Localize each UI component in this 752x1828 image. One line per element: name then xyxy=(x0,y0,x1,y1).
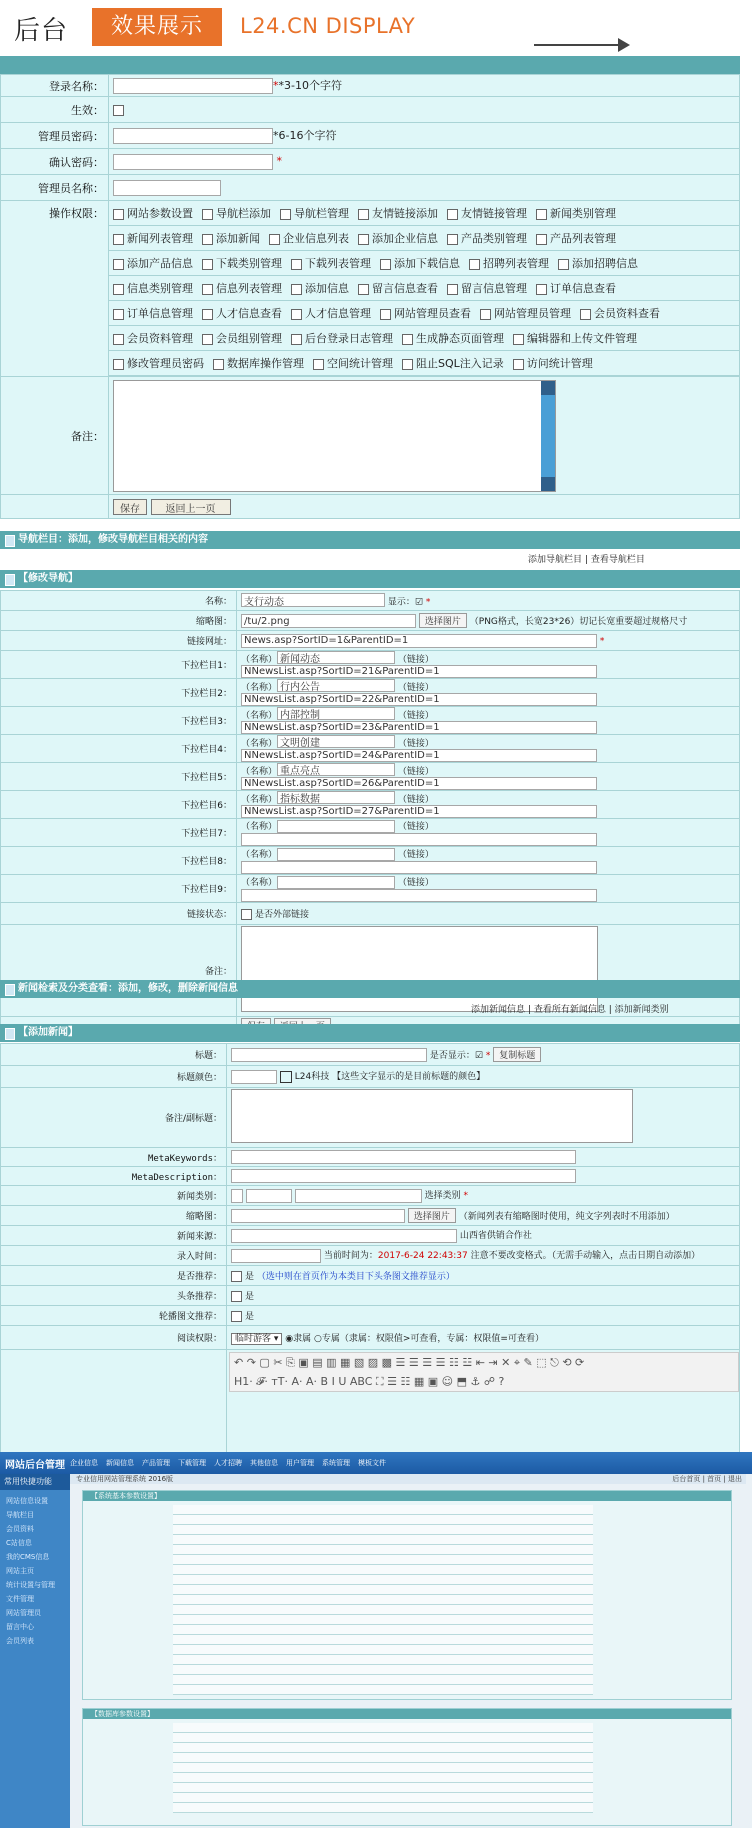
sub-link-input[interactable] xyxy=(241,665,597,678)
news-form: 标题： 是否显示：☑ * 复制标题 标题颜色： L24科技 【这些文字显示的是目前标题的颜色】 备注/副标题： MetaKeywords： MetaDescription： 新闻类别： 选择类别 * 缩略图： 选择图片 （新闻列表有缩略图时使用，纯文字列表时不用添加） 新闻来源： 山西省供销合作社 录入时间： 当前时间为：2017-6-24 22:43:37 注意不要改变格式。（无需手动输入，点击日期自动添加） 是否推荐： 是 （选中则在首页作为本类目下头条图文推荐显示） 头条推荐： 是 轮播图文推荐： 是 阅读权限： 临时游客 ▾ ◉隶属 ○专属（隶属：权限值>可查看，专属：权限值=可查看） ↶ ↷ ▢ ✂ ⎘ ▣ ▤ ▥ ▦ ▧ ▨ ▩ ☰ ☰ ☰ ☰ ☷ ☳ ⇤ ⇥ ✕ ⌖ ✎ ⬚ ⎋ ⟲ ⟳ H1· 𝓕· тT· A· A· B I U ABC ⛶ ☰ ☷ ▦ ▣ ☺ ⬒ ⚓ ☍ ? xyxy=(0,1043,740,1476)
field-label: 链接状态： xyxy=(1,903,237,925)
external-link-label: 是否外部链接 xyxy=(255,910,310,920)
permission-label: 留言信息管理 xyxy=(461,282,527,295)
field-label: 下拉栏目8： xyxy=(1,847,237,875)
field-label: 缩略图： xyxy=(1,1206,227,1226)
permission-item[interactable] xyxy=(402,332,504,345)
permission-item[interactable] xyxy=(513,357,593,370)
permission-label: 人才信息查看 xyxy=(216,307,282,320)
news-source-input[interactable] xyxy=(231,1229,457,1243)
add-news-title: 【添加新闻】 xyxy=(0,1024,740,1042)
field-label: 下拉栏目2： xyxy=(1,679,237,707)
sub-name-input[interactable] xyxy=(277,735,395,748)
sub-link-input[interactable] xyxy=(241,833,597,846)
permission-checkbox[interactable] xyxy=(280,209,291,220)
permission-item[interactable] xyxy=(580,307,660,320)
permission-item[interactable] xyxy=(536,282,616,295)
view-news-link[interactable]: 查看所有新闻信息 xyxy=(533,1005,606,1015)
field-label: MetaDescription： xyxy=(1,1167,227,1186)
admin-tab[interactable]: 其他信息 xyxy=(250,1459,278,1467)
admin-sidebar: 常用快捷功能 网站信息设置 导航栏目 会员资料 C站信息 我的CMS信息 网站主页 统计设置与管理 文件管理 网站管理员 留言中心 会员列表 xyxy=(0,1474,70,1828)
permission-item[interactable] xyxy=(480,307,571,320)
permission-checkbox[interactable] xyxy=(558,259,569,270)
scrollbar[interactable] xyxy=(541,381,555,491)
news-section-bar: 新闻检索及分类查看：添加，修改，删除新闻信息 xyxy=(0,980,740,998)
field-label: 新闻来源： xyxy=(1,1226,227,1246)
admin-tab[interactable]: 人才招聘 xyxy=(214,1459,242,1467)
permission-label: 空间统计管理 xyxy=(327,357,393,370)
permission-label: 订单信息查看 xyxy=(550,282,616,295)
sub-name-input[interactable] xyxy=(277,679,395,692)
field-label: 下拉栏目7： xyxy=(1,819,237,847)
permission-checkbox[interactable] xyxy=(213,359,224,370)
field-label: 标题： xyxy=(1,1044,227,1066)
field-label: 链接网址： xyxy=(1,631,237,651)
permission-label: 下载列表管理 xyxy=(305,257,371,270)
permission-label: 人才信息管理 xyxy=(305,307,371,320)
permission-item[interactable] xyxy=(447,282,527,295)
admin-tab[interactable]: 下载管理 xyxy=(178,1459,206,1467)
permission-item[interactable] xyxy=(213,357,304,370)
permission-label: 友情链接管理 xyxy=(461,207,527,220)
title-color-input[interactable] xyxy=(231,1070,277,1084)
show-checkbox[interactable]: ☑ xyxy=(414,597,423,608)
field-label: 备注： xyxy=(1,925,237,1017)
permission-checkbox[interactable] xyxy=(536,284,547,295)
field-label: 登录名称： xyxy=(1,75,109,97)
permission-checkbox[interactable] xyxy=(202,259,213,270)
logo-text: 后台 xyxy=(14,16,69,46)
permission-item[interactable] xyxy=(202,282,282,295)
back-button[interactable]: 返回上一页 xyxy=(151,499,231,515)
active-checkbox[interactable] xyxy=(113,105,124,116)
permission-checkbox[interactable] xyxy=(291,259,302,270)
permission-checkbox[interactable] xyxy=(202,309,213,320)
copy-title-button[interactable]: 复制标题 xyxy=(493,1047,541,1062)
permission-label: 产品类别管理 xyxy=(461,232,527,245)
admin-sidebar-item[interactable]: C站信息 xyxy=(6,1539,32,1547)
permission-label: 订单信息管理 xyxy=(127,307,193,320)
permission-label: 编辑器和上传文件管理 xyxy=(527,332,637,345)
sub-link-input[interactable] xyxy=(241,889,597,902)
nav-links: 添加导航栏目 | 查看导航栏目 xyxy=(528,555,645,565)
sub-name-input[interactable] xyxy=(277,791,395,804)
nav-form: 名称： 支行动态 显示：☑ * 缩略图： /tu/2.png 选择图片 （PNG格式，长宽23*26）切记长宽重要超过规格尺寸 链接网址： News.asp?SortID=1&ParentID=1 * 下拉栏目1： （名称）新闻动态 （链接）NNewsList.asp?SortID=21&ParentID=1 下拉栏目2： （名称）行内公告 （链接）NNewsList.asp?SortID=22&ParentID=1 下拉栏目3： （名称）内部控制 （链接）NNewsList.asp?SortID=23&ParentID=1 下拉栏目4： （名称）文明创建 （链接）NNewsList.asp?SortID=24&ParentID=1 下拉栏目5： （名称）重点亮点 （链接）NNewsList.asp?SortID=26&ParentID=1 下拉栏目6： （名称）指标数据 （链接）NNewsList.asp?SortID=27&ParentID=1 下拉栏目7： （名称） （链接） 下拉栏目8： （名称） （链接） 下拉栏目9： （名称） （链接） 链接状态： 是否外部链接 备注： xyxy=(0,590,740,1035)
permission-label: 导航栏管理 xyxy=(294,207,349,220)
field-label: 阅读权限： xyxy=(1,1326,227,1350)
permission-checkbox[interactable] xyxy=(402,334,413,345)
field-label: 下拉栏目6： xyxy=(1,791,237,819)
admin-sidebar-item[interactable]: 会员列表 xyxy=(6,1637,34,1645)
permission-checkbox[interactable] xyxy=(202,334,213,345)
permission-checkbox[interactable] xyxy=(402,359,413,370)
permission-checkbox[interactable] xyxy=(113,359,124,370)
permission-item[interactable] xyxy=(358,207,438,220)
admin-name-input[interactable] xyxy=(113,180,221,196)
permission-item[interactable] xyxy=(113,357,204,370)
sub-nav-row: 下拉栏目9： （名称） （链接） xyxy=(1,875,740,903)
radio-exclusive[interactable]: ○ xyxy=(314,1334,322,1344)
permission-label: 添加招聘信息 xyxy=(572,257,638,270)
view-nav-link[interactable]: 查看导航栏目 xyxy=(590,555,645,565)
permission-row xyxy=(109,301,739,326)
system-settings-panel: 【系统基本参数设置】 xyxy=(82,1490,732,1700)
edit-nav-title: 【修改导航】 xyxy=(0,570,740,588)
permission-label: 下载类别管理 xyxy=(216,257,282,270)
permission-checkbox[interactable] xyxy=(580,309,591,320)
field-label: 管理员名称： xyxy=(1,175,109,201)
headline-checkbox[interactable] xyxy=(231,1291,242,1302)
permission-label: 阻止SQL注入记录 xyxy=(416,357,504,370)
field-label: 录入时间： xyxy=(1,1246,227,1266)
permission-item[interactable] xyxy=(558,257,638,270)
field-label: 下拉栏目3： xyxy=(1,707,237,735)
permission-item[interactable] xyxy=(536,207,616,220)
nav-remark-textarea[interactable] xyxy=(241,926,598,1012)
header-banner xyxy=(0,0,752,54)
admin-form xyxy=(0,74,740,519)
header-title: 效果展示 xyxy=(92,8,222,46)
permission-checkbox[interactable] xyxy=(358,234,369,245)
permission-checkbox[interactable] xyxy=(291,284,302,295)
sub-nav-row: 下拉栏目3： （名称）内部控制 （链接）NNewsList.asp?SortID=23&ParentID=1 xyxy=(1,707,740,735)
permission-label: 招聘列表管理 xyxy=(483,257,549,270)
permission-checkbox[interactable] xyxy=(291,309,302,320)
news-links: 添加新闻信息 | 查看所有新闻信息 | 添加新闻类别 xyxy=(471,1005,669,1015)
permission-item[interactable] xyxy=(113,257,193,270)
login-name-input[interactable] xyxy=(113,78,273,94)
news-choose-image-button[interactable]: 选择图片 xyxy=(408,1208,456,1223)
permission-label: 会员资料查看 xyxy=(594,307,660,320)
remark-textarea[interactable] xyxy=(113,380,556,492)
subtitle-textarea[interactable] xyxy=(231,1089,633,1143)
permission-item[interactable] xyxy=(202,332,282,345)
permission-item[interactable] xyxy=(202,307,282,320)
admin-sidebar-item[interactable]: 留言中心 xyxy=(6,1623,34,1631)
permission-checkbox[interactable] xyxy=(202,284,213,295)
permission-checkbox[interactable] xyxy=(536,209,547,220)
permission-checkbox[interactable] xyxy=(513,334,524,345)
admin-tab[interactable]: 用户管理 xyxy=(286,1459,314,1467)
permission-row xyxy=(109,351,739,376)
permission-item[interactable] xyxy=(113,332,193,345)
recommend-checkbox[interactable] xyxy=(231,1271,242,1282)
permission-checkbox[interactable] xyxy=(358,209,369,220)
news-time-input[interactable] xyxy=(231,1249,321,1263)
choose-image-button[interactable]: 选择图片 xyxy=(419,613,467,628)
permission-checkbox[interactable] xyxy=(269,234,280,245)
admin-tab[interactable]: 企业信息 xyxy=(70,1459,98,1467)
sub-link-input[interactable] xyxy=(241,777,597,790)
admin-tab[interactable]: 产品管理 xyxy=(142,1459,170,1467)
field-label: 操作权限： xyxy=(1,201,109,377)
section-topbar xyxy=(0,56,740,74)
read-permission-select[interactable]: 临时游客 ▾ xyxy=(231,1333,282,1345)
permission-checkbox[interactable] xyxy=(291,334,302,345)
permission-item[interactable] xyxy=(358,282,438,295)
field-label: 新闻类别： xyxy=(1,1186,227,1206)
field-label: 下拉栏目1： xyxy=(1,651,237,679)
permission-label: 产品列表管理 xyxy=(550,232,616,245)
field-label: 名称： xyxy=(1,591,237,611)
field-label: 缩略图： xyxy=(1,611,237,631)
field-label: MetaKeywords： xyxy=(1,1148,227,1167)
field-hint: * xyxy=(273,78,279,92)
admin-sidebar-item[interactable]: 统计设置与管理 xyxy=(6,1581,55,1589)
slideshow-checkbox[interactable] xyxy=(231,1311,242,1322)
nav-section-bar: 导航栏目：添加，修改导航栏目相关的内容 xyxy=(0,531,740,549)
permission-checkbox[interactable] xyxy=(113,259,124,270)
permission-checkbox[interactable] xyxy=(380,309,391,320)
admin-sidebar-item[interactable]: 网站主页 xyxy=(6,1567,34,1575)
sub-name-input[interactable] xyxy=(277,876,395,889)
permission-item[interactable] xyxy=(380,307,471,320)
nav-name-input[interactable] xyxy=(241,593,385,607)
permission-row xyxy=(109,276,739,301)
sub-name-input[interactable] xyxy=(277,763,395,776)
permission-checkbox[interactable] xyxy=(113,334,124,345)
field-label: 管理员密码： xyxy=(1,123,109,149)
sub-nav-row: 下拉栏目5： （名称）重点亮点 （链接）NNewsList.asp?SortID=26&ParentID=1 xyxy=(1,763,740,791)
permission-item[interactable] xyxy=(113,207,193,220)
admin-sidebar-item[interactable]: 我的CMS信息 xyxy=(6,1553,50,1561)
permission-checkbox[interactable] xyxy=(113,209,124,220)
field-hint: *3-10个字符 xyxy=(278,78,342,92)
permission-item[interactable] xyxy=(202,232,260,245)
arrow-line xyxy=(534,44,622,46)
field-label: 下拉栏目9： xyxy=(1,875,237,903)
nav-url-input[interactable] xyxy=(241,634,597,648)
save-button[interactable]: 保存 xyxy=(113,499,147,515)
add-news-link[interactable]: 添加新闻信息 xyxy=(471,1005,526,1015)
category-id-input[interactable] xyxy=(231,1189,243,1203)
news-title-input[interactable] xyxy=(231,1048,427,1062)
permission-item[interactable] xyxy=(113,307,193,320)
permission-checkbox[interactable] xyxy=(480,309,491,320)
permission-label: 添加信息 xyxy=(305,282,349,295)
field-label: 下拉栏目4： xyxy=(1,735,237,763)
permission-item[interactable] xyxy=(113,232,193,245)
sub-nav-row: 下拉栏目1： （名称）新闻动态 （链接）NNewsList.asp?SortID=21&ParentID=1 xyxy=(1,651,740,679)
permission-item[interactable] xyxy=(269,232,349,245)
sub-name-input[interactable] xyxy=(277,651,395,664)
permission-checkbox[interactable] xyxy=(380,259,391,270)
admin-sidebar-item[interactable]: 会员资料 xyxy=(6,1525,34,1533)
sub-nav-row: 下拉栏目6： （名称）指标数据 （链接）NNewsList.asp?SortID=27&ParentID=1 xyxy=(1,791,740,819)
admin-sidebar-item[interactable]: 导航栏目 xyxy=(6,1511,34,1519)
field-label: 轮播图文推荐： xyxy=(1,1306,227,1326)
permission-checkbox[interactable] xyxy=(447,234,458,245)
add-category-link[interactable]: 添加新闻类别 xyxy=(614,1005,669,1015)
permission-label: 添加企业信息 xyxy=(372,232,438,245)
permission-grid xyxy=(109,201,740,377)
field-label: 备注/副标题： xyxy=(1,1088,227,1148)
permission-row xyxy=(109,251,739,276)
permission-checkbox[interactable] xyxy=(469,259,480,270)
permission-label: 信息列表管理 xyxy=(216,282,282,295)
permission-item[interactable] xyxy=(291,282,349,295)
permission-checkbox[interactable] xyxy=(358,284,369,295)
category-name-input[interactable] xyxy=(295,1189,422,1203)
permission-label: 网站参数设置 xyxy=(127,207,193,220)
permission-checkbox[interactable] xyxy=(202,234,213,245)
sub-nav-row: 下拉栏目7： （名称） （链接） xyxy=(1,819,740,847)
permission-item[interactable] xyxy=(113,282,193,295)
admin-brand: 网站后台管理 xyxy=(5,1460,65,1471)
permission-item[interactable] xyxy=(536,232,616,245)
permission-label: 会员组别管理 xyxy=(216,332,282,345)
admin-screenshot: 网站后台管理 企业信息 新闻信息 产品管理 下载管理 人才招聘 其他信息 用户管理 系统管理 模板文件 常用快捷功能 网站信息设置 导航栏目 会员资料 C站信息 我的CMS信息 网站主页 统计设置与管理 文件管理 网站管理员 留言中心 会员列表 专业信用网站管理系统 2016版 后台首页 | 首页 | 退出 【系统基本参数设置】 【数据库参数设置】 xyxy=(0,1452,752,1828)
permission-label: 访问统计管理 xyxy=(526,357,593,370)
permission-checkbox[interactable] xyxy=(536,234,547,245)
permission-label: 信息类别管理 xyxy=(127,282,193,295)
select-category-link[interactable]: 选择类别 xyxy=(424,1191,461,1202)
permission-item[interactable] xyxy=(280,207,349,220)
external-link-checkbox[interactable] xyxy=(241,909,252,920)
permission-label: 添加下载信息 xyxy=(394,257,460,270)
field-label: 标题颜色： xyxy=(1,1066,227,1088)
permission-row xyxy=(109,226,739,251)
show-checkbox[interactable]: ☑ xyxy=(474,1050,483,1061)
permission-label: 数据库操作管理 xyxy=(227,357,304,370)
permission-item[interactable] xyxy=(313,357,393,370)
field-label: 确认密码： xyxy=(1,149,109,175)
permission-label: 导航栏添加 xyxy=(216,207,271,220)
field-label: 备注： xyxy=(1,377,109,495)
permission-item[interactable] xyxy=(202,257,282,270)
field-label: 头条推荐： xyxy=(1,1286,227,1306)
permission-checkbox[interactable] xyxy=(447,284,458,295)
permission-label: 修改管理员密码 xyxy=(127,357,204,370)
sub-link-input[interactable] xyxy=(241,749,597,762)
meta-description-input[interactable] xyxy=(231,1169,576,1183)
add-nav-link[interactable]: 添加导航栏目 xyxy=(528,555,583,565)
admin-sidebar-item[interactable]: 网站信息设置 xyxy=(6,1497,48,1505)
permission-label: 网站管理员查看 xyxy=(394,307,471,320)
permission-label: 友情链接添加 xyxy=(372,207,438,220)
sub-nav-row: 下拉栏目4： （名称）文明创建 （链接）NNewsList.asp?SortID=24&ParentID=1 xyxy=(1,735,740,763)
permission-label: 新闻列表管理 xyxy=(127,232,193,245)
sub-name-input[interactable] xyxy=(277,820,395,833)
field-label: 下拉栏目5： xyxy=(1,763,237,791)
permission-item[interactable] xyxy=(380,257,460,270)
admin-tab[interactable]: 系统管理 xyxy=(322,1459,350,1467)
editor-toolbar[interactable]: ↶ ↷ ▢ ✂ ⎘ ▣ ▤ ▥ ▦ ▧ ▨ ▩ ☰ ☰ ☰ ☰ ☷ ☳ ⇤ ⇥ ✕ ⌖ ✎ ⬚ ⎋ ⟲ ⟳ H1· 𝓕· тT· A· A· B I U ABC ⛶ ☰ ☷ ▦ ▣ ☺ ⬒ ⚓ ☍ ? xyxy=(229,1352,739,1392)
radio-belong[interactable]: ◉ xyxy=(285,1334,294,1344)
permission-label: 生成静态页面管理 xyxy=(416,332,504,345)
field-label: 生效： xyxy=(1,97,109,123)
database-settings-panel: 【数据库参数设置】 xyxy=(82,1708,732,1826)
permission-item[interactable] xyxy=(291,307,371,320)
permission-row xyxy=(109,326,739,351)
password-input[interactable] xyxy=(113,128,273,144)
permission-label: 会员资料管理 xyxy=(127,332,193,345)
sub-link-input[interactable] xyxy=(241,805,597,818)
field-hint: *6-16个字符 xyxy=(273,128,337,142)
sub-name-input[interactable] xyxy=(277,848,395,861)
permission-item[interactable] xyxy=(513,332,637,345)
permission-label: 添加新闻 xyxy=(216,232,260,245)
permission-label: 网站管理员管理 xyxy=(494,307,571,320)
thumb-hint: （PNG格式，长宽23*26）切记长宽重要超过规格尺寸 xyxy=(469,616,688,627)
permission-item[interactable] xyxy=(402,357,504,370)
field-hint: * xyxy=(276,154,282,167)
admin-tab[interactable]: 模板文件 xyxy=(358,1459,386,1467)
meta-keywords-input[interactable] xyxy=(231,1150,576,1164)
admin-sidebar-item[interactable]: 文件管理 xyxy=(6,1595,34,1603)
sub-nav-row: 下拉栏目2： （名称）行内公告 （链接）NNewsList.asp?SortID=22&ParentID=1 xyxy=(1,679,740,707)
permission-checkbox[interactable] xyxy=(113,309,124,320)
permission-row xyxy=(109,201,739,226)
permission-checkbox[interactable] xyxy=(313,359,324,370)
permission-label: 添加产品信息 xyxy=(127,257,193,270)
permission-checkbox[interactable] xyxy=(202,209,213,220)
permission-label: 企业信息列表 xyxy=(283,232,349,245)
permission-checkbox[interactable] xyxy=(513,359,524,370)
permission-label: 后台登录日志管理 xyxy=(305,332,393,345)
color-picker-icon[interactable] xyxy=(280,1071,292,1083)
permission-label: 留言信息查看 xyxy=(372,282,438,295)
category-code-input[interactable] xyxy=(246,1189,292,1203)
permission-item[interactable] xyxy=(447,207,527,220)
permission-checkbox[interactable] xyxy=(113,284,124,295)
sub-link-input[interactable] xyxy=(241,861,597,874)
admin-tab[interactable]: 新闻信息 xyxy=(106,1459,134,1467)
arrow-right-icon xyxy=(618,38,630,52)
current-time: 2017-6-24 22:43:37 xyxy=(377,1251,468,1262)
news-thumb-input[interactable] xyxy=(231,1209,405,1223)
header-subtitle: L24.CN DISPLAY xyxy=(240,14,416,38)
sub-link-input[interactable] xyxy=(241,721,597,734)
sub-nav-row: 下拉栏目8： （名称） （链接） xyxy=(1,847,740,875)
permission-item[interactable] xyxy=(291,332,393,345)
permission-item[interactable] xyxy=(291,257,371,270)
field-label: 是否推荐： xyxy=(1,1266,227,1286)
permission-item[interactable] xyxy=(358,232,438,245)
sub-link-input[interactable] xyxy=(241,693,597,706)
permission-item[interactable] xyxy=(447,232,527,245)
permission-label: 新闻类别管理 xyxy=(550,207,616,220)
permission-item[interactable] xyxy=(202,207,271,220)
admin-sidebar-item[interactable]: 网站管理员 xyxy=(6,1609,41,1617)
field-label: 显示： xyxy=(387,597,415,608)
nav-thumb-input[interactable] xyxy=(241,614,416,628)
sub-name-input[interactable] xyxy=(277,707,395,720)
permission-item[interactable] xyxy=(469,257,549,270)
permission-checkbox[interactable] xyxy=(447,209,458,220)
confirm-password-input[interactable] xyxy=(113,154,273,170)
admin-topbar xyxy=(0,1452,752,1474)
permission-checkbox[interactable] xyxy=(113,234,124,245)
